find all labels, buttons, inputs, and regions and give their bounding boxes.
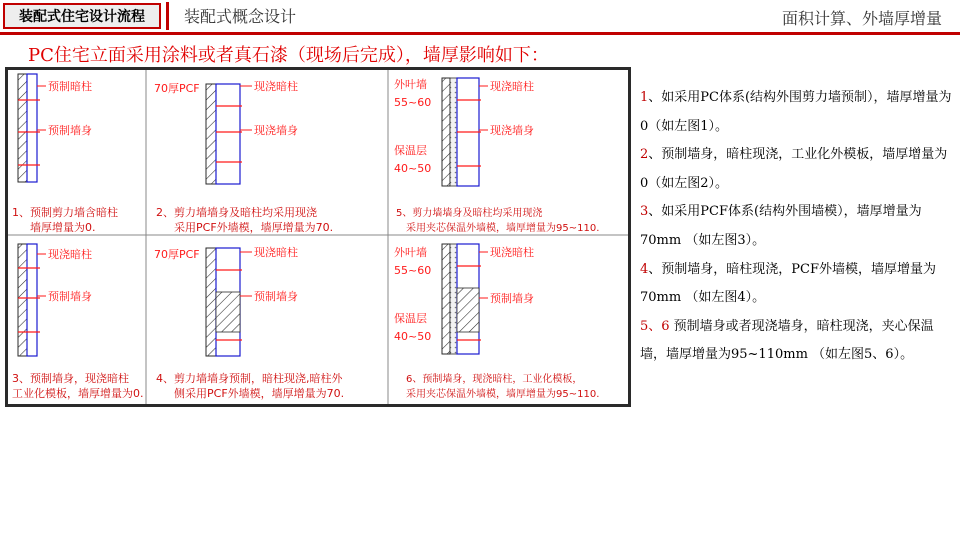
drawing-label: 现浇暗柱 — [490, 80, 534, 93]
note-item — [640, 84, 952, 141]
drawing-label: 保温层 — [394, 312, 427, 325]
drawing-label: 保温层 — [394, 144, 427, 157]
page-topic: 面积计算、外墙厚增量 — [781, 9, 942, 28]
panel-caption: 1、预制剪力墙含暗柱 — [12, 206, 118, 219]
header-rule — [0, 32, 960, 35]
note-item — [640, 141, 952, 198]
note-text: 、如采用PCF体系(结构外围墙模），墙厚增量为70mm （如左图3）。 — [640, 204, 922, 248]
drawing-label: 外叶墙 — [394, 246, 427, 259]
note-item — [640, 313, 952, 370]
panel-caption: 5、剪力墙墙身及暗柱均采用现浇 — [396, 208, 543, 219]
note-item — [640, 198, 952, 255]
process-tag: 装配式住宅设计流程 — [3, 3, 161, 29]
drawing-label: 预制暗柱 — [48, 80, 92, 93]
drawing-label: 现浇暗柱 — [254, 80, 298, 93]
panel-caption: 侧采用PCF外墙模，墙厚增量为70. — [174, 387, 345, 400]
note-number: 2 — [640, 147, 649, 163]
drawing-label: 预制墙身 — [490, 292, 534, 305]
drawing-label: 现浇墙身 — [490, 124, 534, 137]
drawing-label: 预制墙身 — [48, 290, 92, 303]
wall-section — [18, 74, 27, 182]
panel-caption: 4、剪力墙墙身预制，暗柱现浇,暗柱外 — [156, 372, 343, 385]
drawing-label: 55~60 — [394, 96, 432, 109]
note-number: 4 — [640, 261, 649, 277]
wall-detail-drawing — [8, 70, 628, 404]
drawing-label: 现浇暗柱 — [254, 246, 298, 259]
note-text: 、预制墙身，暗柱现浇，PCF外墙模，墙厚增量为70mm （如左图4）。 — [640, 261, 936, 306]
note-text: 、如采用PC体系(结构外围剪力墙预制），墙厚增量为0（如左图1）。 — [640, 90, 952, 134]
drawing-label: 预制墙身 — [254, 290, 298, 303]
wall-detail-figure — [5, 67, 631, 407]
drawing-label: 70厚PCF — [154, 248, 200, 261]
panel-caption: 2、剪力墙墙身及暗柱均采用现浇 — [156, 206, 317, 219]
drawing-label: 70厚PCF — [154, 82, 200, 95]
panel-caption: 工业化模板，墙厚增量为0. — [12, 387, 144, 400]
drawing-label: 现浇暗柱 — [490, 246, 534, 259]
section-title: 装配式概念设计 — [184, 7, 297, 26]
drawing-label: 现浇墙身 — [254, 124, 298, 137]
panel-caption: 6、预制墙身，现浇暗柱，工业化模板， — [406, 374, 583, 385]
column-outline — [27, 74, 37, 182]
slide-headline: PC住宅立面采用涂料或者真石漆（现场后完成），墙厚影响如下： — [28, 45, 549, 66]
note-text: 、预制墙身，暗柱现浇，工业化外模板，墙厚增量为0（如左图2）。 — [640, 147, 948, 191]
drawing-label: 40~50 — [394, 162, 432, 175]
note-item — [640, 256, 952, 313]
drawing-label: 预制墙身 — [48, 124, 92, 137]
panel-caption: 采用夹芯保温外墙模，墙厚增量为95~110. — [406, 223, 600, 234]
panel-caption: 采用夹芯保温外墙模，墙厚增量为95~110. — [406, 389, 600, 400]
drawing-label: 55~60 — [394, 264, 432, 277]
explanation-notes — [640, 84, 952, 370]
note-number: 5、6 — [640, 318, 670, 334]
panel-caption: 墙厚增量为0. — [30, 221, 96, 234]
drawing-label: 外叶墙 — [394, 78, 427, 91]
panel-caption: 3、预制墙身，现浇暗柱 — [12, 372, 129, 385]
note-number: 1 — [640, 90, 649, 105]
slide-header — [0, 0, 960, 32]
drawing-label: 现浇暗柱 — [48, 248, 92, 261]
note-number: 3 — [640, 204, 649, 220]
note-text: 预制墙身或者现浇墙身，暗柱现浇，夹心保温墙，墙厚增量为95~110mm （如左图5、6）。 — [640, 318, 934, 363]
header-divider — [166, 2, 169, 30]
panel-caption: 采用PCF外墙模，墙厚增量为70. — [174, 221, 334, 234]
drawing-label: 40~50 — [394, 330, 432, 343]
